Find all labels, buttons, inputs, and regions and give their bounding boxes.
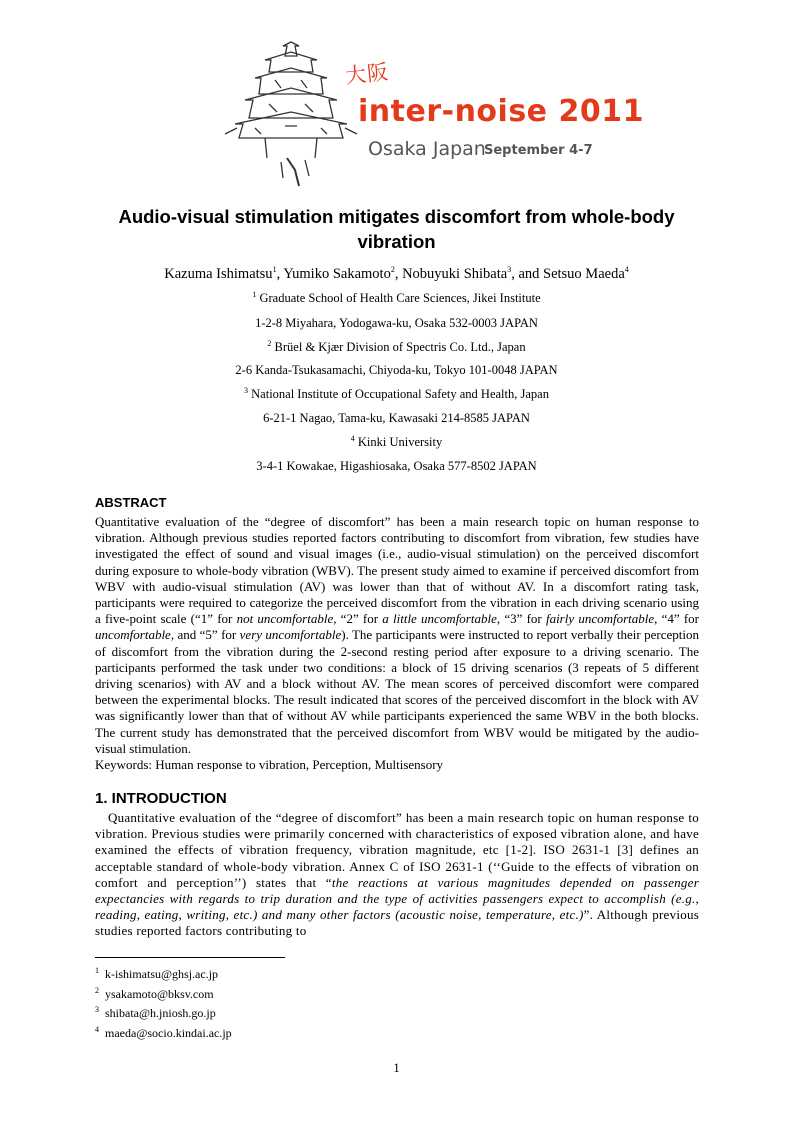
section-heading-introduction: 1. INTRODUCTION — [95, 790, 227, 807]
aff-text: Brüel & Kjær Division of Spectris Co. Ltd., Japan — [274, 340, 526, 355]
aff-mark: 3 — [244, 386, 249, 395]
abstract-heading: ABSTRACT — [95, 495, 167, 510]
affiliation-name — [0, 434, 793, 450]
footnotes — [95, 963, 232, 1041]
affiliation-address: 6-21-1 Nagao, Tama-ku, Kawasaki 214-8585 JAPAN — [263, 411, 530, 425]
footnote: $^3$ shibata@h.jniosh.go.jp — [95, 1005, 216, 1020]
author-mark: 3 — [507, 265, 512, 274]
introduction-text: Quantitative evaluation of the “degree of discomfort” has been a main research topic on human response to vibration. Previous studies were primarily concerned with characteristics of exposed vibration alone, and have examined the effects of vibration frequency, vibration magnitude, etc [1-2]. ISO 2631-1 [3] defines an acceptable standard of whole-body vibration. Annex C of ISO 2631-1 (‘‘Guide to the effects of vibration on comfort and perception’’) states that “the reactions at various magnitudes depended on passenger expectancies with regards to trip duration and the type of activities passengers expect to accomplish (e.g., reading, eating, writing, etc.) and many other factors (acoustic noise, temperature, etc.)”. Although previous studies reported factors contributing to — [95, 810, 699, 939]
conference-location: Osaka Japan — [368, 138, 486, 160]
keywords: Keywords: Human response to vibration, Perception, Multisensory — [95, 757, 444, 772]
author-sep: , and — [511, 265, 544, 282]
aff-text: Kinki University — [357, 435, 443, 450]
affiliation-address: 2-6 Kanda-Tsukasamachi, Chiyoda-ku, Tokyo 101-0048 JAPAN — [235, 363, 558, 377]
author: Kazuma Ishimatsu — [164, 265, 273, 282]
affiliation-name — [0, 290, 793, 306]
abstract-text: Quantitative evaluation of the “degree of discomfort” has been a main research topic on human response to vibration. Although previous studies reported factors contributing to discomfort from vibration, few studies have investigated the effect of sound and visual images (i.e., audio-visual stimulation) on the perceived discomfort during exposure to whole-body vibration (WBV). The present study aimed to examine if perceived discomfort from WBV with audio-visual stimulation (AV) was lower than that of without AV. In a discomfort rating task, participants were required to categorize the perceived discomfort from the vibration in each driving scenario using a five-point scale (“1” for not uncomfortable, “2” for a little uncomfortable, “3” for fairly uncomfortable, “4” for uncomfortable, and “5” for very uncomfortable). The participants were instructed to report verbally their perception of discomfort from the vibration during the 2-second resting period after exposure to a driving scenario. The participants performed the task under two conditions: a block of 15 driving scenarios (3 repeats of 5 different driving scenarios) with AV and a block without AV. The mean scores of perceived discomfort were compared between the experimental blocks. The result indicated that scores of the perceived discomfort in the block with AV was significantly lower than that of without AV while participants experienced the same WBV in the both blocks. The current study has demonstrated that the perceived discomfort from WBV would be mitigated by the audio-visual stimulation. — [95, 514, 700, 756]
author: Nobuyuki Shibata — [402, 265, 508, 282]
footnote: $^4$ maeda@socio.kindai.ac.jp — [95, 1024, 232, 1040]
footnote-divider — [95, 957, 285, 958]
paper-title: Audio-visual stimulation mitigates discomfort from whole-body vibration — [118, 206, 675, 252]
author: Setsuo Maeda — [543, 265, 625, 282]
affiliation-address: 3-4-1 Kowakae, Higashiosaka, Osaka 577-8502 JAPAN — [256, 459, 537, 473]
aff-text: Graduate School of Health Care Sciences, Jikei Institute — [259, 291, 541, 306]
affiliation-address: 1-2-8 Miyahara, Yodogawa-ku, Osaka 532-0003 JAPAN — [255, 316, 538, 330]
aff-mark: 4 — [350, 434, 355, 443]
affiliation-name — [0, 386, 793, 402]
author-mark: 2 — [390, 265, 395, 274]
author-mark: 1 — [272, 265, 277, 274]
author-sep: , — [276, 265, 284, 282]
aff-mark: 1 — [252, 290, 257, 299]
footnote: $^1$ k-ishimatsu@ghsj.ac.jp — [95, 966, 219, 981]
author: Yumiko Sakamoto — [283, 265, 391, 282]
aff-text: National Institute of Occupational Safety and Health, Japan — [251, 387, 549, 402]
author-mark: 4 — [624, 265, 629, 274]
author-sep: , — [394, 265, 403, 282]
author-list — [0, 265, 793, 283]
aff-mark: 2 — [267, 339, 272, 348]
affiliation-name — [0, 339, 793, 355]
page-number: 1 — [393, 1060, 400, 1075]
conference-dates: September 4-7 — [484, 143, 593, 158]
footnote: $^2$ ysakamoto@bksv.com — [95, 985, 214, 1001]
conference-name: inter-noise 2011 — [358, 94, 644, 129]
logo-kanji: 大阪 — [343, 59, 391, 89]
